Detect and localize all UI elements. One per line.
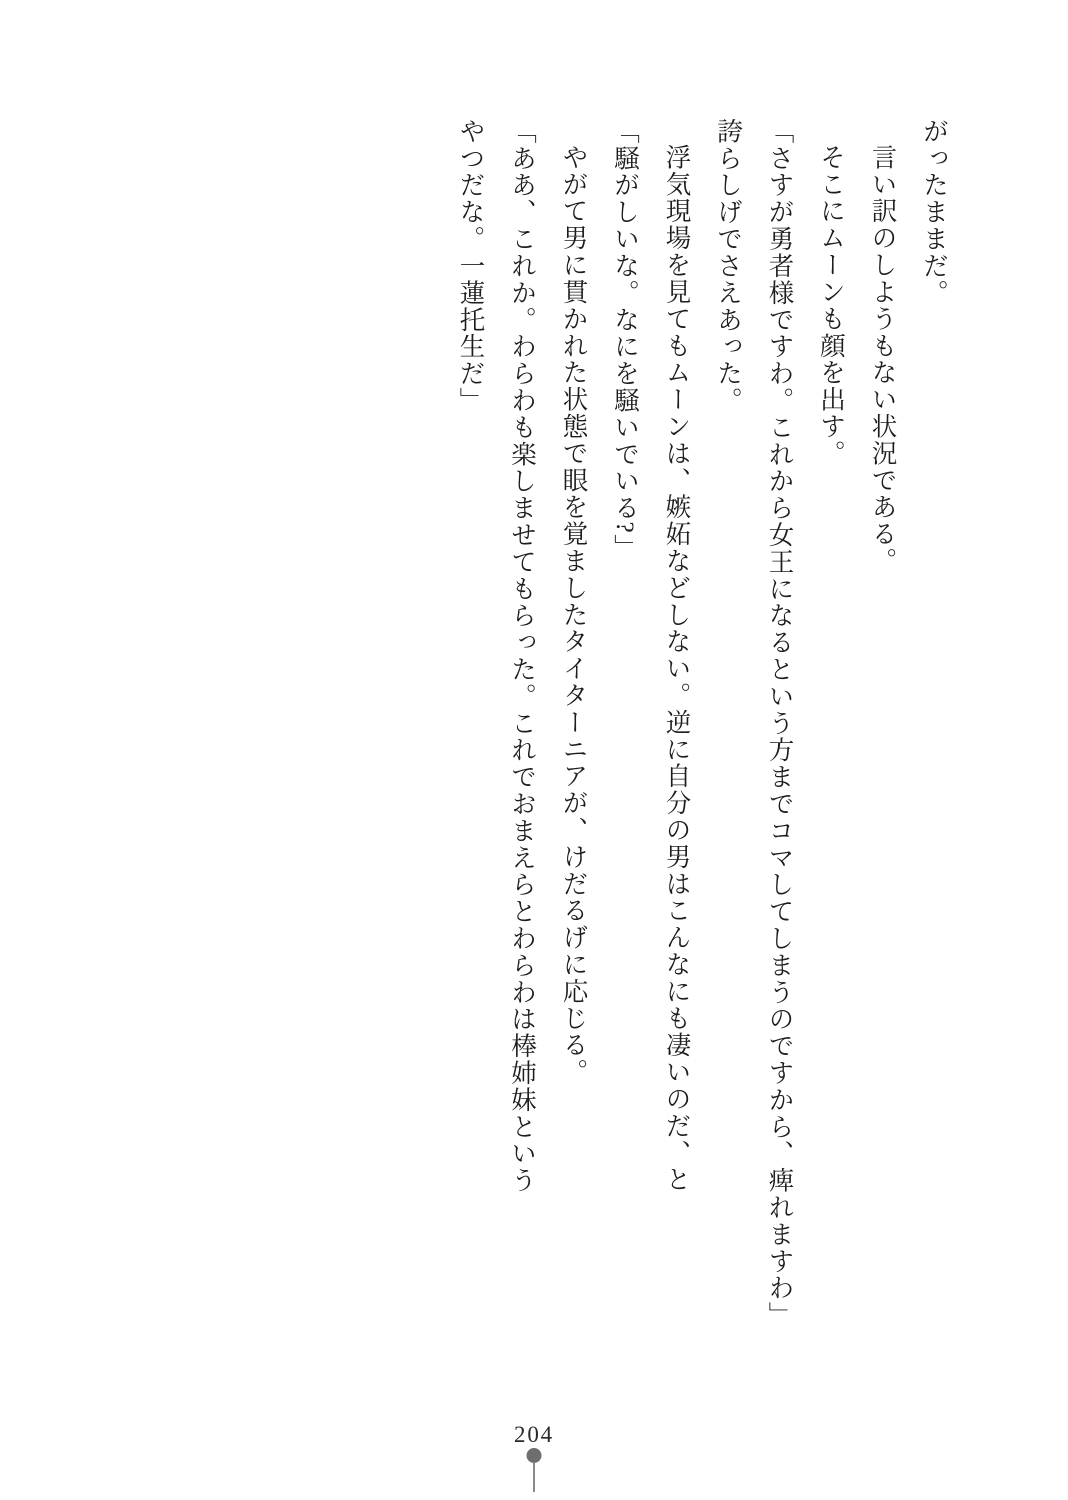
paragraph-dialogue-cont: やつだな。一蓮托生だ」 (456, 118, 486, 414)
page-number: 204 (513, 1422, 555, 1447)
paragraph: がったままだ。 (920, 118, 949, 307)
paragraph-dialogue: 「騒がしいな。なにを騒いでいる?」 (611, 118, 640, 562)
page-text-body (160, 118, 960, 1373)
paragraph: 誇らしげでさえあった。 (714, 118, 743, 414)
paragraph-dialogue: 「ああ、これか。わらわも楽しませてもらった。これでおまえらとわらわは棒姉妹という (508, 118, 537, 1195)
paragraph: 言い訳のしようもない状況である。 (868, 143, 898, 574)
footer-dot-icon (527, 1448, 542, 1463)
paragraph-dialogue: 「さすが勇者様ですわ。これから女王になるという方までコマしてしまうのですから、痺れますわ」 (765, 118, 795, 1329)
footer-stem-icon (533, 1463, 535, 1492)
footer-ornament-icon (526, 1448, 542, 1492)
paragraph: 浮気現場を見てもムーンは、嫉妬などしない。逆に自分の男はこんなにも凄いのだ、と (662, 143, 692, 1193)
paragraph: やがて男に貫かれた状態で眼を覚ましたタイターニアが、けだるげに応じる。 (559, 143, 589, 1086)
paragraph: そこにムーンも顔を出す。 (817, 143, 846, 467)
